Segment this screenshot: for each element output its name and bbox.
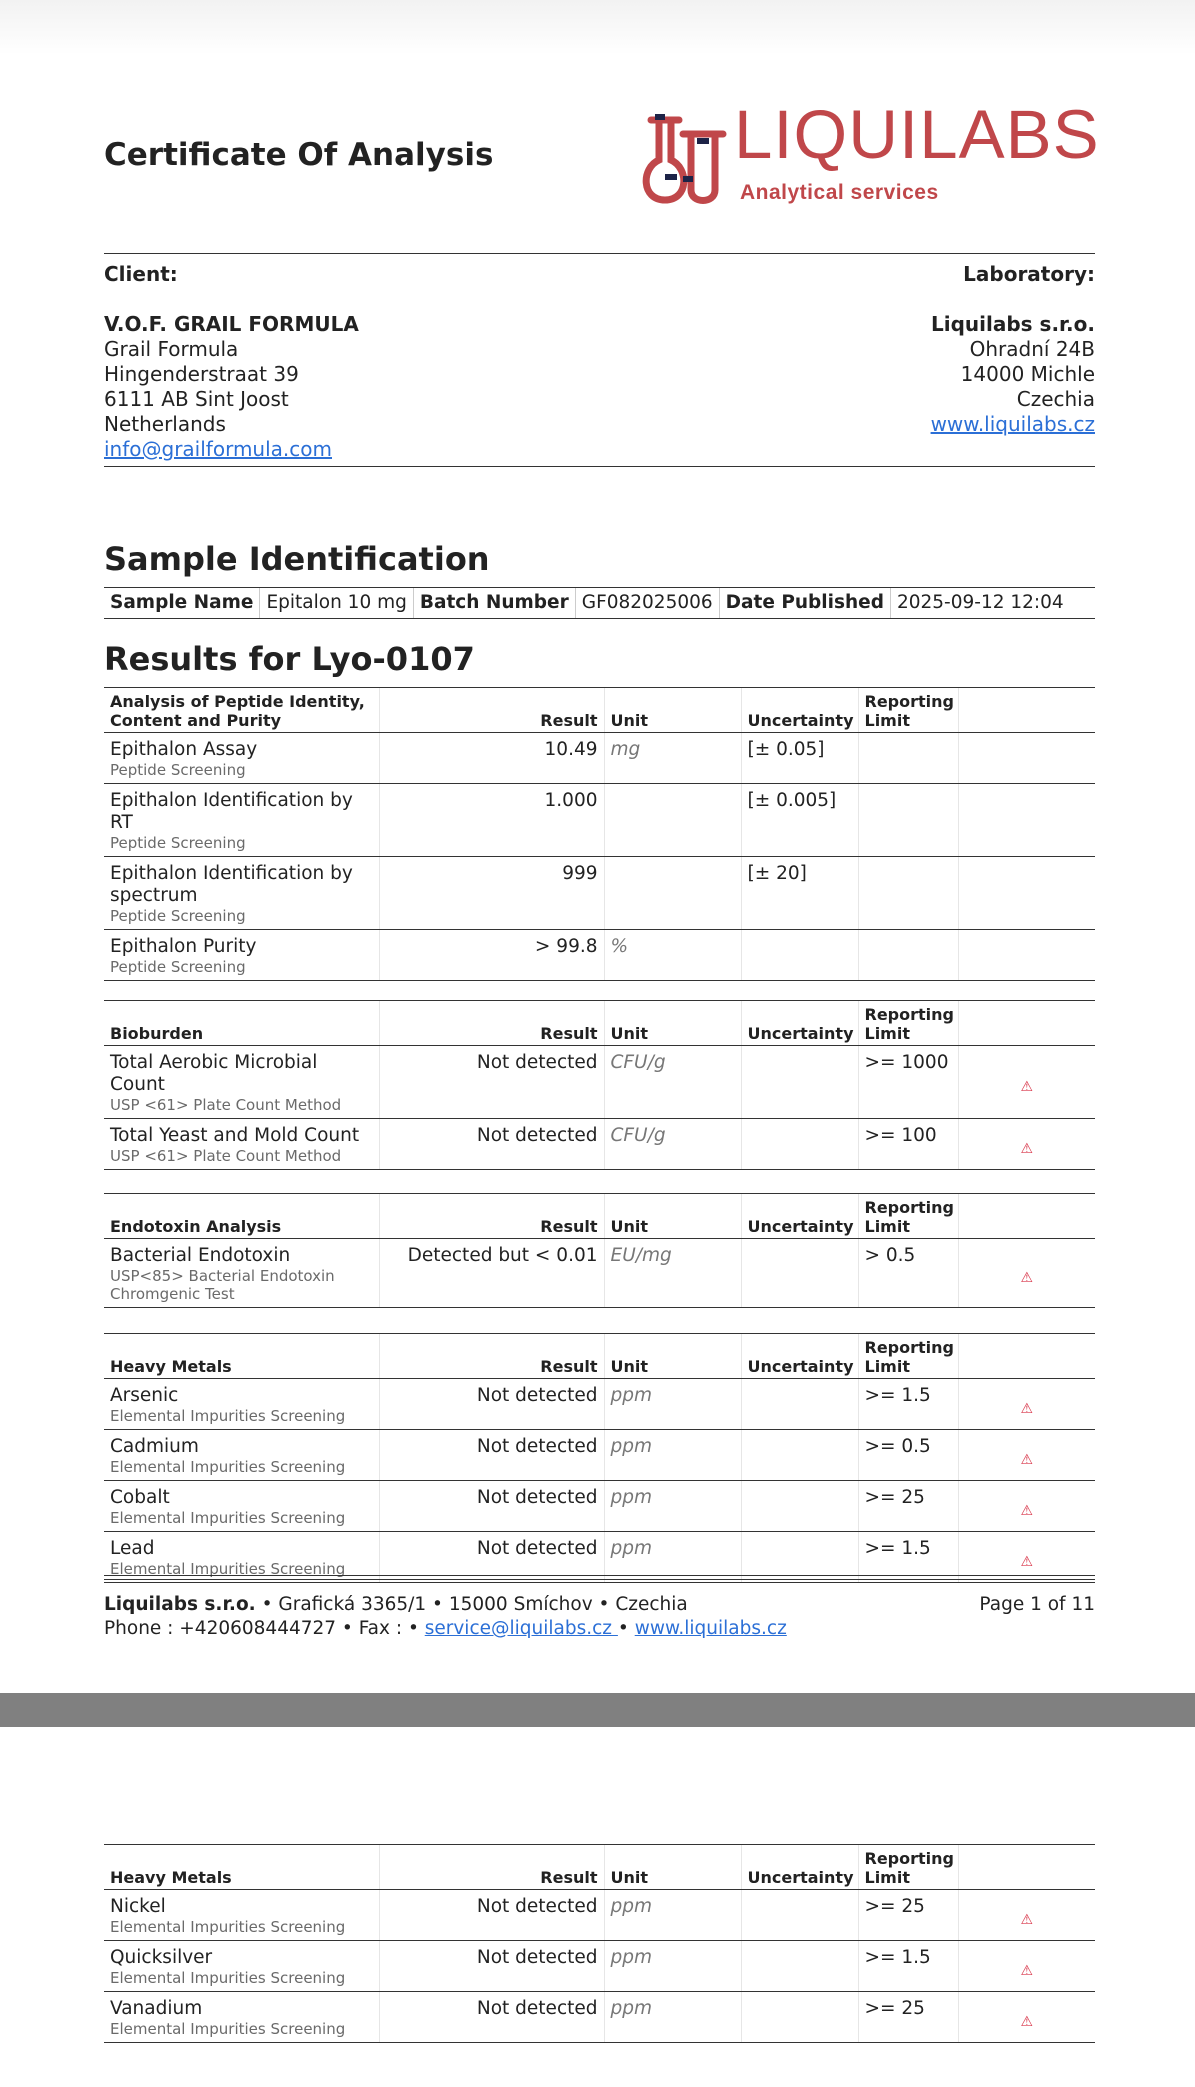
results-table [104,1193,1095,1308]
warning-column-header [958,1845,1095,1890]
uncertainty-column-header: Uncertainty [741,1194,858,1239]
client-email-link[interactable]: info@grailformula.com [104,437,332,461]
analyte-name: Total Aerobic Microbial Count [110,1052,318,1095]
analyte-cell [104,1239,379,1308]
warning-column-header [958,1334,1095,1379]
date-published-value: 2025-09-12 12:04 [896,592,1064,613]
table-row [104,1941,1095,1992]
unit-value: ppm [604,1890,741,1941]
unit-value: ppm [604,1992,741,2043]
footer-email-link[interactable]: service@liquilabs.cz [424,1618,618,1639]
divider [104,253,1095,254]
unit-value: CFU/g [604,1046,741,1119]
laboratory-website-link[interactable]: www.liquilabs.cz [930,412,1095,436]
laboratory-line: Czechia [1016,387,1095,411]
analyte-name: Bacterial Endotoxin [110,1245,291,1266]
result-value: 10.49 [379,733,604,784]
table-row [104,1890,1095,1941]
client-block [104,262,584,462]
uncertainty-value [741,1941,858,1992]
analyte-cell [104,1992,379,2043]
warning-icon: ⚠ [958,1239,1095,1308]
reporting-limit-column-header: Reporting Limit [858,1845,958,1890]
result-value: 999 [379,857,604,930]
reporting-limit-value: >= 1.5 [858,1941,958,1992]
result-column-header: Result [379,1194,604,1239]
document-title: Certificate Of Analysis [104,137,494,173]
analyte-name: Quicksilver [110,1947,213,1968]
analyte-cell [104,1941,379,1992]
table-header-row [104,1194,1095,1239]
result-value: Not detected [379,1941,604,1992]
warning-column-header [958,1194,1095,1239]
certificate-page-2 [104,1727,1095,2087]
uncertainty-column-header: Uncertainty [741,1334,858,1379]
unit-column-header: Unit [604,688,741,733]
uncertainty-value: [± 0.05] [741,733,858,784]
analyte-name: Vanadium [110,1998,203,2019]
page-number: Page 1 of 11 [979,1594,1095,1615]
analyte-cell [104,930,379,981]
client-label: Client: [104,262,178,286]
warning-icon [958,930,1095,981]
warning-icon: ⚠ [958,1941,1095,1992]
table-row [104,1239,1095,1308]
result-column-header: Result [379,1845,604,1890]
result-value: Not detected [379,1992,604,2043]
table-row [104,1992,1095,2043]
result-value: Not detected [379,1532,604,1583]
result-column-header: Result [379,1001,604,1046]
client-line: Netherlands [104,412,226,436]
reporting-limit-value: >= 100 [858,1119,958,1170]
laboratory-line: Ohradní 24B [969,337,1095,361]
result-value: Not detected [379,1481,604,1532]
warning-icon: ⚠ [958,1532,1095,1583]
table-header-row [104,1845,1095,1890]
reporting-limit-column-header: Reporting Limit [858,1334,958,1379]
reporting-limit-value: >= 1000 [858,1046,958,1119]
sample-identification-bar [104,587,1095,619]
reporting-limit-value [858,930,958,981]
results-table [104,687,1095,981]
analysis-method: Elemental Impurities Screening [110,1458,346,1476]
analysis-method: USP <61> Plate Count Method [110,1147,342,1165]
table-section-title: Heavy Metals [104,1845,379,1890]
uncertainty-value [741,1430,858,1481]
unit-column-header: Unit [604,1194,741,1239]
warning-icon: ⚠ [958,1890,1095,1941]
table-section-title: Bioburden [104,1001,379,1046]
analyte-name: Epithalon Identification by spectrum [110,863,353,906]
warning-icon: ⚠ [958,1992,1095,2043]
reporting-limit-value: >= 25 [858,1890,958,1941]
analyte-name: Epithalon Assay [110,739,258,760]
analyte-cell [104,1119,379,1170]
table-row [104,1379,1095,1430]
date-published-label: Date Published [720,588,891,618]
uncertainty-value: [± 0.005] [741,784,858,857]
table-header-row [104,1334,1095,1379]
uncertainty-value [741,1119,858,1170]
table-row [104,784,1095,857]
results-table [104,1000,1095,1170]
analyte-cell [104,784,379,857]
table-header-row [104,688,1095,733]
sample-name-label: Sample Name [104,588,260,618]
uncertainty-value [741,1992,858,2043]
logo-wordmark: LIQUILABS [734,96,1100,173]
page-separator [0,1693,1195,1727]
analyte-cell [104,733,379,784]
uncertainty-value [741,1890,858,1941]
uncertainty-column-header: Uncertainty [741,1001,858,1046]
footer-contact-line [104,1617,1095,1641]
table-row [104,930,1095,981]
analyte-name: Cadmium [110,1436,199,1457]
laboratory-company: Liquilabs s.r.o. [931,312,1095,336]
unit-value: EU/mg [604,1239,741,1308]
unit-column-header: Unit [604,1334,741,1379]
table-row [104,857,1095,930]
warning-icon [958,857,1095,930]
reporting-limit-value [858,784,958,857]
unit-value: ppm [604,1941,741,1992]
unit-value: mg [604,733,741,784]
uncertainty-value: [± 20] [741,857,858,930]
unit-value [604,857,741,930]
footer-divider [104,1575,1095,1580]
result-column-header: Result [379,688,604,733]
result-value: > 99.8 [379,930,604,981]
footer-address: • Grafická 3365/1 • 15000 Smíchov • Czechia [255,1594,688,1615]
unit-column-header: Unit [604,1001,741,1046]
warning-column-header [958,688,1095,733]
footer-website-link[interactable]: www.liquilabs.cz [634,1618,787,1639]
batch-number-label: Batch Number [414,588,576,618]
analysis-method: Elemental Impurities Screening [110,1969,346,1987]
laboratory-line: 14000 Michle [960,362,1095,386]
batch-number-value: GF082025006 [576,588,720,618]
liquilabs-logo [629,96,1100,218]
warning-column-header [958,1001,1095,1046]
table-section-title: Heavy Metals [104,1334,379,1379]
uncertainty-value [741,1046,858,1119]
result-value: Not detected [379,1430,604,1481]
page-footer [104,1593,1095,1641]
laboratory-label: Laboratory: [963,262,1095,286]
analyte-cell [104,1430,379,1481]
analyte-name: Lead [110,1538,155,1559]
uncertainty-value [741,930,858,981]
analysis-method: Peptide Screening [110,834,246,852]
unit-value: ppm [604,1532,741,1583]
result-value: Detected but < 0.01 [379,1239,604,1308]
warning-icon: ⚠ [958,1119,1095,1170]
analysis-method: Peptide Screening [110,907,246,925]
laboratory-block [615,262,1095,437]
reporting-limit-value: >= 25 [858,1992,958,2043]
analyte-cell [104,1890,379,1941]
lab-flask-icon [629,108,729,208]
unit-value: ppm [604,1379,741,1430]
footer-phone-fax: Phone : +420608444727 • Fax : • [104,1618,425,1639]
table-header-row [104,1001,1095,1046]
reporting-limit-value: >= 0.5 [858,1430,958,1481]
analyte-name: Nickel [110,1896,166,1917]
analysis-method: Peptide Screening [110,761,246,779]
uncertainty-value [741,1481,858,1532]
reporting-limit-column-header: Reporting Limit [858,1001,958,1046]
client-line: Grail Formula [104,337,239,361]
analyte-name: Total Yeast and Mold Count [110,1125,360,1146]
table-row [104,1119,1095,1170]
analyte-name: Cobalt [110,1487,170,1508]
warning-icon [958,733,1095,784]
warning-icon [958,784,1095,857]
table-section-title: Endotoxin Analysis [104,1194,379,1239]
result-value: Not detected [379,1119,604,1170]
warning-icon: ⚠ [958,1430,1095,1481]
result-value: Not detected [379,1890,604,1941]
table-row [104,1046,1095,1119]
results-table [104,1844,1095,2043]
client-line: 6111 AB Sint Joost [104,387,289,411]
table-row [104,1430,1095,1481]
warning-icon: ⚠ [958,1379,1095,1430]
analysis-method: Elemental Impurities Screening [110,1918,346,1936]
warning-icon: ⚠ [958,1481,1095,1532]
analysis-method: Elemental Impurities Screening [110,1509,346,1527]
footer-address-line [104,1593,1095,1617]
analysis-method: Elemental Impurities Screening [110,1407,346,1425]
reporting-limit-value: > 0.5 [858,1239,958,1308]
uncertainty-value [741,1239,858,1308]
unit-column-header: Unit [604,1845,741,1890]
analyte-cell [104,1481,379,1532]
table-section-title: Analysis of Peptide Identity, Content and Purity [104,688,379,733]
analysis-method: USP<85> Bacterial Endotoxin Chromgenic Test [110,1267,335,1303]
result-value: Not detected [379,1046,604,1119]
reporting-limit-value: >= 25 [858,1481,958,1532]
analysis-method: Elemental Impurities Screening [110,2020,346,2038]
analyte-cell [104,857,379,930]
unit-value: ppm [604,1481,741,1532]
analysis-method: Peptide Screening [110,958,246,976]
analyte-cell [104,1046,379,1119]
sample-identification-heading: Sample Identification [104,540,490,578]
reporting-limit-column-header: Reporting Limit [858,688,958,733]
results-heading: Results for Lyo-0107 [104,640,475,678]
reporting-limit-value [858,857,958,930]
certificate-page-1 [104,0,1100,1693]
footer-separator: • [617,1618,635,1639]
reporting-limit-value [858,733,958,784]
client-line: Hingenderstraat 39 [104,362,299,386]
uncertainty-column-header: Uncertainty [741,688,858,733]
table-row [104,1481,1095,1532]
unit-value: CFU/g [604,1119,741,1170]
divider [104,466,1095,467]
logo-tagline: Analytical services [740,181,939,204]
reporting-limit-value: >= 1.5 [858,1379,958,1430]
results-table [104,1333,1095,1583]
analyte-cell [104,1379,379,1430]
analysis-method: Elemental Impurities Screening [110,1560,346,1578]
client-company: V.O.F. GRAIL FORMULA [104,312,359,336]
analyte-name: Epithalon Purity [110,936,257,957]
warning-icon: ⚠ [958,1046,1095,1119]
result-value: Not detected [379,1379,604,1430]
uncertainty-column-header: Uncertainty [741,1845,858,1890]
unit-value [604,784,741,857]
footer-company: Liquilabs s.r.o. [104,1594,256,1615]
analysis-method: USP <61> Plate Count Method [110,1096,342,1114]
unit-value: % [604,930,741,981]
analyte-name: Arsenic [110,1385,179,1406]
analyte-name: Epithalon Identification by RT [110,790,353,833]
sample-name-value: Epitalon 10 mg [260,588,413,618]
uncertainty-value [741,1379,858,1430]
result-column-header: Result [379,1334,604,1379]
reporting-limit-column-header: Reporting Limit [858,1194,958,1239]
table-row [104,733,1095,784]
unit-value: ppm [604,1430,741,1481]
result-value: 1.000 [379,784,604,857]
reporting-limit-value: >= 1.5 [858,1532,958,1583]
